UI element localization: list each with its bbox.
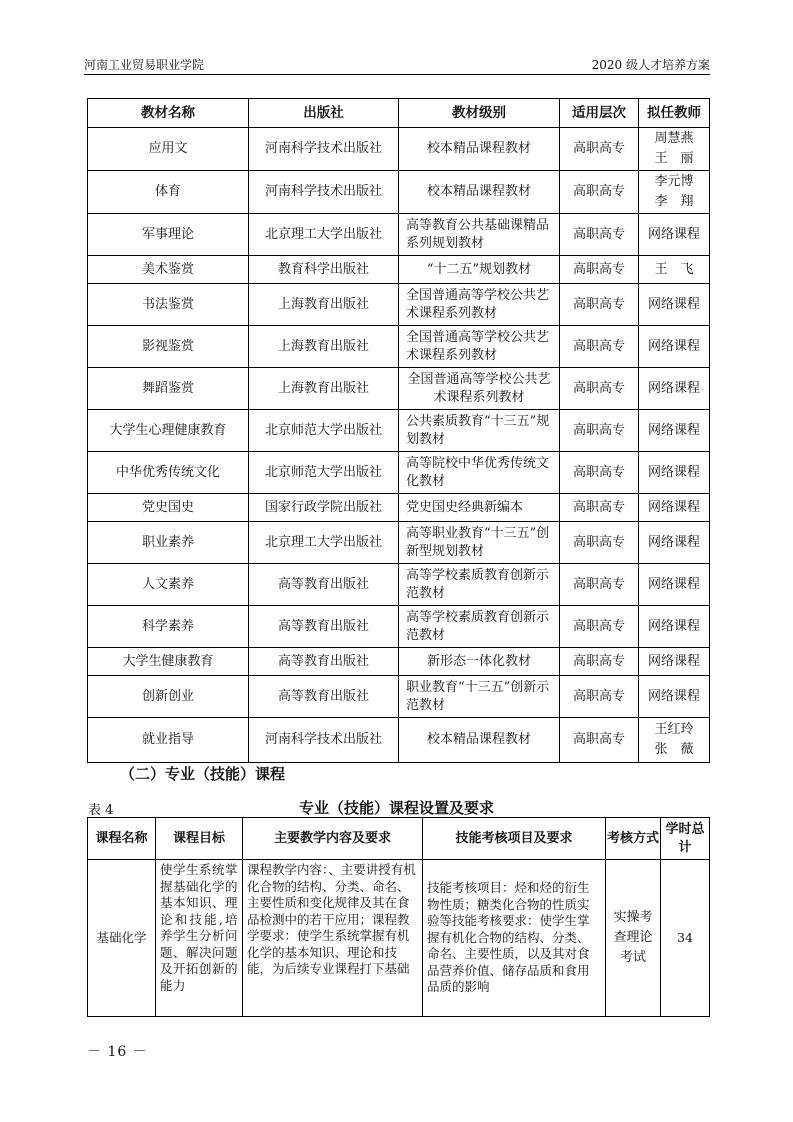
table-row — [88, 648, 710, 676]
table-row — [88, 606, 710, 648]
teacher-cell — [639, 368, 710, 410]
table-row — [88, 368, 710, 410]
teacher-cell — [639, 718, 710, 763]
applicable-level: 高职高专 — [560, 410, 639, 452]
table-row — [88, 326, 710, 368]
teacher-name: 网络课程 — [647, 653, 700, 669]
textbook-name: 大学生心理健康教育 — [88, 410, 249, 452]
applicable-level: 高职高专 — [560, 648, 639, 676]
teacher-name: 王红玲 — [654, 722, 694, 737]
textbook-grade: 党史国史经典新编本 — [399, 494, 560, 522]
textbook-grade: 全国普通高等学校公共艺术课程系列教材 — [399, 326, 560, 368]
applicable-level: 高职高专 — [560, 214, 639, 256]
teacher-name: 网络课程 — [647, 618, 700, 634]
teacher-cell — [639, 214, 710, 256]
textbook-grade: 新形态一体化教材 — [399, 648, 560, 676]
textbook-name: 美术鉴赏 — [88, 256, 249, 284]
teacher-name: 张 薇 — [654, 742, 694, 757]
teacher-name: 网络课程 — [647, 576, 700, 592]
applicable-level: 高职高专 — [560, 494, 639, 522]
table-row — [88, 452, 710, 494]
textbook-grade: 校本精品课程教材 — [399, 128, 560, 171]
publisher: 河南科学技术出版社 — [249, 128, 399, 171]
applicable-level: 高职高专 — [560, 606, 639, 648]
publisher: 高等教育出版社 — [249, 676, 399, 718]
table-header-row — [88, 818, 710, 860]
teacher-name: 网络课程 — [647, 499, 700, 515]
column-header: 课程目标 — [156, 818, 243, 860]
publisher: 高等教育出版社 — [249, 606, 399, 648]
publisher: 上海教育出版社 — [249, 326, 399, 368]
applicable-level: 高职高专 — [560, 676, 639, 718]
teacher-cell — [639, 676, 710, 718]
total-hours: 34 — [661, 860, 710, 1017]
teacher-cell — [639, 522, 710, 564]
column-header: 技能考核项目及要求 — [423, 818, 606, 860]
textbook-grade: 高等学校素质教育创新示范教材 — [399, 606, 560, 648]
textbook-grade: 高等职业教育“十三五”创新型规划教材 — [399, 522, 560, 564]
teacher-name: 李 翔 — [654, 194, 694, 209]
publisher: 北京师范大学出版社 — [249, 410, 399, 452]
table-row — [88, 171, 710, 214]
page-number: － 16 － — [87, 1044, 148, 1060]
teacher-name: 网络课程 — [647, 226, 700, 242]
teacher-name: 周慧燕 — [654, 131, 694, 146]
teacher-cell — [639, 256, 710, 284]
publisher: 上海教育出版社 — [249, 284, 399, 326]
teacher-cell — [639, 326, 710, 368]
table-row — [88, 128, 710, 171]
column-header: 考核方式 — [606, 818, 661, 860]
textbook-grade: 全国普通高等学校公共艺术课程系列教材 — [399, 368, 560, 410]
column-header: 教材名称 — [88, 99, 249, 128]
applicable-level: 高职高专 — [560, 522, 639, 564]
page-header — [84, 54, 710, 74]
publisher: 河南科学技术出版社 — [249, 171, 399, 214]
column-header: 学时总计 — [661, 818, 710, 860]
table-number: 表 4 — [88, 803, 114, 818]
table-row — [88, 284, 710, 326]
teacher-name: 网络课程 — [647, 688, 700, 704]
publisher: 国家行政学院出版社 — [249, 494, 399, 522]
publisher: 北京理工大学出版社 — [249, 522, 399, 564]
teacher-cell — [639, 494, 710, 522]
textbook-grade: 公共素质教育“十三五”规划教材 — [399, 410, 560, 452]
textbook-grade: 全国普通高等学校公共艺术课程系列教材 — [399, 284, 560, 326]
school-name: 河南工业贸易职业学院 — [84, 58, 205, 72]
publisher: 高等教育出版社 — [249, 648, 399, 676]
table-row — [88, 214, 710, 256]
applicable-level: 高职高专 — [560, 718, 639, 763]
teacher-cell — [639, 284, 710, 326]
table-row — [88, 494, 710, 522]
publisher: 北京理工大学出版社 — [249, 214, 399, 256]
column-header: 课程名称 — [88, 818, 156, 860]
document-title: 2020 级人才培养方案 — [591, 58, 710, 72]
textbook-name: 大学生健康教育 — [88, 648, 249, 676]
textbook-name: 就业指导 — [88, 718, 249, 763]
column-header: 适用层次 — [560, 99, 639, 128]
textbook-name: 应用文 — [88, 128, 249, 171]
teacher-cell — [639, 410, 710, 452]
course-goal: 使学生系统掌握基础化学的基本知识、理论和技能,培养学生分析问题、解决问题及开拓创新的能力 — [156, 860, 243, 1017]
applicable-level: 高职高专 — [560, 368, 639, 410]
header-rule — [84, 74, 710, 75]
teacher-cell — [639, 128, 710, 171]
column-header: 拟任教师 — [639, 99, 710, 128]
column-header: 主要教学内容及要求 — [243, 818, 423, 860]
textbook-name: 党史国史 — [88, 494, 249, 522]
applicable-level: 高职高专 — [560, 564, 639, 606]
textbook-grade: 校本精品课程教材 — [399, 718, 560, 763]
textbook-name: 军事理论 — [88, 214, 249, 256]
teacher-name: 网络课程 — [647, 534, 700, 550]
teacher-name: 李元博 — [654, 174, 694, 189]
teacher-cell — [639, 648, 710, 676]
textbook-name: 创新创业 — [88, 676, 249, 718]
textbook-name: 科学素养 — [88, 606, 249, 648]
column-header: 教材级别 — [399, 99, 560, 128]
teacher-cell — [639, 606, 710, 648]
textbook-name: 体育 — [88, 171, 249, 214]
textbook-grade: 职业教育“十三五”创新示范教材 — [399, 676, 560, 718]
teacher-cell — [639, 171, 710, 214]
course-table — [87, 817, 710, 1017]
applicable-level: 高职高专 — [560, 326, 639, 368]
textbook-grade: “十二五”规划教材 — [399, 256, 560, 284]
textbook-table — [87, 98, 710, 763]
table-row — [88, 522, 710, 564]
teacher-cell — [639, 564, 710, 606]
textbook-name: 影视鉴赏 — [88, 326, 249, 368]
applicable-level: 高职高专 — [560, 452, 639, 494]
textbook-name: 舞蹈鉴赏 — [88, 368, 249, 410]
course-content: 课程教学内容：、主要讲授有机化合物的结构、分类、命名、主要性质和变化规律及其在食品检测中的若干应用；课程教学要求：使学生系统掌握有机化学的基本知识、理论和技能，为后续专业课程打下基础 — [243, 860, 423, 1017]
textbook-name: 职业素养 — [88, 522, 249, 564]
publisher: 北京师范大学出版社 — [249, 452, 399, 494]
teacher-name: 网络课程 — [647, 296, 700, 312]
teacher-name: 网络课程 — [647, 380, 700, 396]
table-header-row — [88, 99, 710, 128]
textbook-grade: 校本精品课程教材 — [399, 171, 560, 214]
column-header: 出版社 — [249, 99, 399, 128]
teacher-name: 网络课程 — [647, 464, 700, 480]
teacher-name: 网络课程 — [647, 338, 700, 354]
applicable-level: 高职高专 — [560, 171, 639, 214]
section-heading: （二）专业（技能）课程 — [120, 765, 286, 783]
course-name: 基础化学 — [88, 860, 156, 1017]
table-row — [88, 256, 710, 284]
table-row — [88, 410, 710, 452]
textbook-name: 人文素养 — [88, 564, 249, 606]
skill-assessment: 技能考核项目：烃和烃的衍生物性质；糖类化合物的性质实验等技能考核要求：使学生掌握有机化合物的结构、分类、命名、主要性质，以及其对食品营养价值、储存品质和食用品质的影响 — [423, 860, 606, 1017]
textbook-name: 书法鉴赏 — [88, 284, 249, 326]
publisher: 上海教育出版社 — [249, 368, 399, 410]
applicable-level: 高职高专 — [560, 256, 639, 284]
table-row — [88, 564, 710, 606]
publisher: 教育科学出版社 — [249, 256, 399, 284]
teacher-name: 王 飞 — [654, 261, 694, 277]
table-row — [88, 676, 710, 718]
publisher: 河南科学技术出版社 — [249, 718, 399, 763]
table-caption: 专业（技能）课程设置及要求 — [298, 799, 494, 817]
textbook-grade: 高等教育公共基础课精品系列规划教材 — [399, 214, 560, 256]
textbook-name: 中华优秀传统文化 — [88, 452, 249, 494]
applicable-level: 高职高专 — [560, 128, 639, 171]
teacher-cell — [639, 452, 710, 494]
table-row — [88, 860, 710, 1017]
textbook-grade: 高等学校素质教育创新示范教材 — [399, 564, 560, 606]
textbook-grade: 高等院校中华优秀传统文化教材 — [399, 452, 560, 494]
table-row — [88, 718, 710, 763]
applicable-level: 高职高专 — [560, 284, 639, 326]
publisher: 高等教育出版社 — [249, 564, 399, 606]
teacher-name: 王 丽 — [654, 151, 694, 166]
teacher-name: 网络课程 — [647, 422, 700, 438]
assessment-method: 实操考查理论考试 — [606, 860, 661, 1017]
